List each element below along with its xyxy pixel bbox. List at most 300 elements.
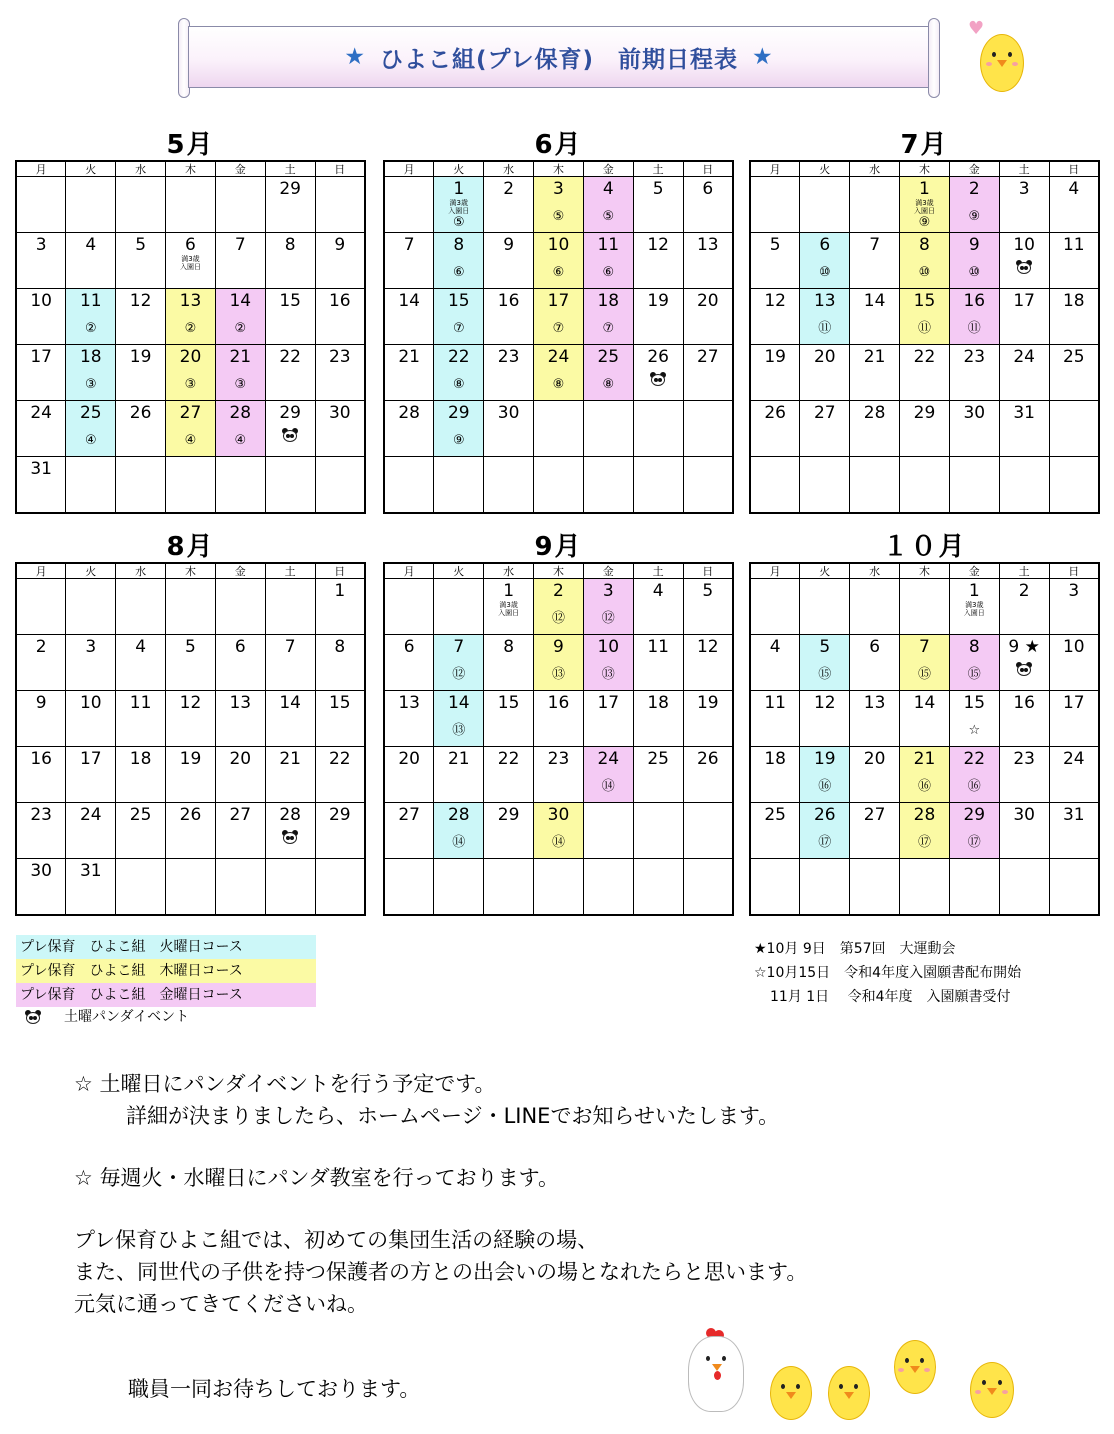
calendar-day xyxy=(949,177,999,233)
calendar-day xyxy=(215,859,265,916)
panda-icon xyxy=(281,829,299,845)
calendar-day xyxy=(999,859,1049,916)
chick-illustration xyxy=(968,1362,1018,1420)
day-number: 5 xyxy=(702,581,714,601)
calendar-day xyxy=(633,289,683,345)
calendar-day xyxy=(683,803,733,859)
calendar-week xyxy=(750,457,1099,514)
calendar-day xyxy=(999,691,1049,747)
calendar-day xyxy=(16,691,66,747)
weekday-header: 金 xyxy=(215,563,265,579)
day-number: 29 xyxy=(279,179,301,199)
day-number: 19 xyxy=(764,347,786,367)
session-number: ④ xyxy=(234,433,247,448)
calendar-day xyxy=(800,401,850,457)
day-number: 8 xyxy=(503,637,515,657)
day-number: 13 xyxy=(813,291,836,311)
day-number: 17 xyxy=(597,693,620,713)
calendar-day xyxy=(750,457,800,514)
calendar-october xyxy=(749,532,1100,916)
calendar-week xyxy=(384,635,733,691)
calendar-day xyxy=(484,233,534,289)
session-number: ⑩ xyxy=(918,265,931,280)
calendar-week xyxy=(384,345,733,401)
day-number: 6 xyxy=(869,637,881,657)
panda-icon xyxy=(281,427,299,443)
session-number: ⑧ xyxy=(602,377,615,392)
day-number: 1 xyxy=(453,179,465,199)
calendar-day xyxy=(800,457,850,514)
calendar-day xyxy=(384,345,434,401)
message-body xyxy=(74,1068,807,1320)
session-number: ⑪ xyxy=(818,321,832,336)
weekday-header: 月 xyxy=(16,563,66,579)
day-number: 23 xyxy=(963,347,986,367)
enrollment-day-note: 入園日 xyxy=(498,609,520,617)
heart-icon: ♥ xyxy=(968,18,985,39)
calendar-week xyxy=(384,859,733,916)
calendar-day xyxy=(633,177,683,233)
calendar-day xyxy=(384,289,434,345)
session-number: ⑮ xyxy=(967,667,981,682)
session-number: ⑥ xyxy=(602,265,615,280)
calendar-day xyxy=(949,691,999,747)
legend-panda-label: 土曜パンダイベント xyxy=(64,1009,190,1025)
day-number: 27 xyxy=(398,805,420,825)
session-number: ⑬ xyxy=(452,723,466,738)
note-sports-day: ★10月 9日 第57回 大運動会 xyxy=(754,941,956,957)
calendar-day xyxy=(116,691,166,747)
calendar-day xyxy=(1049,859,1099,916)
calendar-day xyxy=(384,579,434,635)
calendar-day xyxy=(16,177,66,233)
calendar-day xyxy=(215,635,265,691)
day-number: 2 xyxy=(1018,581,1030,601)
day-number: 17 xyxy=(30,347,52,367)
calendar-day xyxy=(166,859,216,916)
calendar-week xyxy=(384,747,733,803)
calendar-day xyxy=(16,345,66,401)
signature-line: 職員一同お待ちしております。 xyxy=(128,1377,421,1401)
day-number: 29 xyxy=(913,403,936,423)
calendar-day xyxy=(384,635,434,691)
calendar-day xyxy=(800,345,850,401)
month-title: 9月 xyxy=(534,532,583,562)
calendar-day xyxy=(315,233,365,289)
day-number: 19 xyxy=(179,749,202,769)
chick-illustration xyxy=(768,1366,814,1422)
day-number: 11 xyxy=(1062,235,1085,255)
calendar-day xyxy=(265,233,315,289)
day-number: 9 xyxy=(503,235,515,255)
calendar-day xyxy=(16,747,66,803)
calendar-day xyxy=(800,747,850,803)
calendar-day xyxy=(484,859,534,916)
weekday-header: 月 xyxy=(750,563,800,579)
calendar-day xyxy=(265,289,315,345)
day-number: 30 xyxy=(30,861,52,881)
calendar-june xyxy=(383,130,734,514)
day-number: 7 xyxy=(234,235,246,255)
calendar-day xyxy=(900,289,950,345)
day-number: 4 xyxy=(652,581,664,601)
calendar-day xyxy=(534,747,584,803)
day-number: 16 xyxy=(1013,693,1035,713)
day-number: 19 xyxy=(813,749,836,769)
day-number: 17 xyxy=(79,749,102,769)
calendar-day xyxy=(215,401,265,457)
session-number: ⑩ xyxy=(968,265,981,280)
calendar-day xyxy=(949,803,999,859)
weekday-header: 土 xyxy=(265,161,315,177)
calendar-week xyxy=(384,803,733,859)
calendar-august xyxy=(15,532,366,916)
day-number: 6 xyxy=(702,179,714,199)
calendar-day xyxy=(534,635,584,691)
calendar-day xyxy=(999,803,1049,859)
calendar-day xyxy=(683,401,733,457)
weekday-header: 火 xyxy=(800,563,850,579)
session-number: ⑰ xyxy=(818,835,832,850)
calendar-day xyxy=(265,177,315,233)
calendar-day xyxy=(215,691,265,747)
day-number: 13 xyxy=(696,235,719,255)
weekday-header: 日 xyxy=(683,161,733,177)
hen-illustration xyxy=(684,1328,748,1418)
calendar-day xyxy=(166,289,216,345)
session-number: ⑭ xyxy=(601,779,615,794)
calendar-day xyxy=(583,345,633,401)
calendar-day xyxy=(16,803,66,859)
session-number: ⑪ xyxy=(967,321,981,336)
calendar-week xyxy=(384,457,733,514)
day-number: 24 xyxy=(597,749,620,769)
calendar-day xyxy=(1049,579,1099,635)
calendar-day xyxy=(750,177,800,233)
weekday-header: 土 xyxy=(999,563,1049,579)
calendar-day xyxy=(999,345,1049,401)
calendar-week xyxy=(16,289,365,345)
calendar-day xyxy=(265,457,315,514)
calendar-july xyxy=(749,130,1100,514)
session-number: ⑫ xyxy=(551,611,565,626)
calendar-day xyxy=(850,345,900,401)
calendar-day xyxy=(315,345,365,401)
star-icon: ★ xyxy=(752,44,774,70)
calendar-day xyxy=(850,579,900,635)
legend-friday-course: プレ保育 ひよこ組 金曜日コース xyxy=(16,983,316,1007)
calendar-day xyxy=(999,289,1049,345)
calendar-may xyxy=(15,130,366,514)
day-number: 27 xyxy=(813,403,836,423)
calendar-day xyxy=(166,803,216,859)
calendar-day xyxy=(949,579,999,635)
day-number: 2 xyxy=(968,179,980,199)
day-number: 20 xyxy=(863,749,886,769)
day-number: 25 xyxy=(1062,347,1085,367)
calendar-day xyxy=(434,177,484,233)
panda-icon xyxy=(1015,259,1033,275)
day-number: 18 xyxy=(764,749,786,769)
calendar-week xyxy=(16,859,365,916)
calendar-day xyxy=(1049,289,1099,345)
weekday-header: 金 xyxy=(949,563,999,579)
session-number: ☆ xyxy=(968,723,981,738)
weekday-header: 火 xyxy=(434,563,484,579)
calendar-day xyxy=(850,401,900,457)
calendar-day xyxy=(66,691,116,747)
session-number: ⑬ xyxy=(551,667,565,682)
calendar-week xyxy=(750,691,1099,747)
calendar-day xyxy=(1049,457,1099,514)
calendar-day xyxy=(900,859,950,916)
day-number: 23 xyxy=(328,347,351,367)
calendar-day xyxy=(384,457,434,514)
calendar-day xyxy=(750,289,800,345)
calendar-day xyxy=(633,345,683,401)
day-number: 30 xyxy=(547,805,570,825)
day-number: 22 xyxy=(328,749,351,769)
day-number: 5 xyxy=(819,637,831,657)
weekday-header: 日 xyxy=(315,161,365,177)
calendar-day xyxy=(633,233,683,289)
day-number: 19 xyxy=(647,291,669,311)
calendar-day xyxy=(850,635,900,691)
message-line: プレ保育ひよこ組では、初めての集団生活の経験の場、 xyxy=(74,1228,599,1252)
day-number: 28 xyxy=(279,805,301,825)
day-number: 28 xyxy=(229,403,252,423)
calendar-week xyxy=(384,579,733,635)
calendar-day xyxy=(683,579,733,635)
calendar-day xyxy=(315,579,365,635)
calendar-day xyxy=(850,177,900,233)
day-number: 24 xyxy=(79,805,102,825)
calendar-week xyxy=(750,747,1099,803)
session-number: ⑤ xyxy=(552,209,565,224)
day-number: 22 xyxy=(447,347,470,367)
day-number: 18 xyxy=(79,347,102,367)
calendar-day xyxy=(1049,803,1099,859)
day-number: 10 xyxy=(79,693,102,713)
session-number: ⑮ xyxy=(917,667,931,682)
calendar-day xyxy=(215,233,265,289)
panda-icon xyxy=(24,1009,42,1025)
calendar-day xyxy=(484,289,534,345)
session-number: ④ xyxy=(84,433,97,448)
day-number: 8 xyxy=(453,235,465,255)
calendar-day xyxy=(534,233,584,289)
calendar-day xyxy=(16,635,66,691)
calendar-day xyxy=(166,345,216,401)
chick-illustration xyxy=(892,1340,938,1396)
enrollment-day-note: 入園日 xyxy=(448,207,470,215)
day-number: 31 xyxy=(79,861,102,881)
day-number: 12 xyxy=(813,693,836,713)
day-number: 7 xyxy=(403,235,415,255)
day-number: 8 xyxy=(968,637,980,657)
calendar-day xyxy=(66,803,116,859)
calendar-day xyxy=(434,747,484,803)
weekday-header: 水 xyxy=(850,161,900,177)
day-number: 27 xyxy=(229,805,252,825)
day-number: 31 xyxy=(30,459,52,479)
message-line: ☆ 毎週火・水曜日にパンダ教室を行っております。 xyxy=(74,1166,559,1190)
day-number: 15 xyxy=(279,291,301,311)
title-banner xyxy=(178,18,940,98)
calendar-table xyxy=(749,160,1100,514)
session-number: ⑦ xyxy=(602,321,615,336)
day-number: 23 xyxy=(547,749,570,769)
calendar-day xyxy=(949,635,999,691)
session-number: ② xyxy=(234,321,247,336)
day-number: 25 xyxy=(129,805,152,825)
calendar-day xyxy=(900,457,950,514)
day-number: 11 xyxy=(129,693,152,713)
calendar-day xyxy=(683,289,733,345)
day-number: 8 xyxy=(284,235,296,255)
calendar-week xyxy=(16,233,365,289)
calendar-table xyxy=(383,160,734,514)
page-title: ひよこ組(プレ保育) 前期日程表 xyxy=(379,46,739,73)
day-number: 22 xyxy=(913,347,936,367)
weekday-header: 日 xyxy=(683,563,733,579)
calendar-day xyxy=(583,233,633,289)
day-number: 15 xyxy=(963,693,986,713)
day-number: 13 xyxy=(229,693,252,713)
calendar-week xyxy=(16,691,365,747)
day-number: 8 xyxy=(334,637,346,657)
day-number: 4 xyxy=(769,637,781,657)
weekday-header: 月 xyxy=(16,161,66,177)
calendar-day xyxy=(66,747,116,803)
calendar-table xyxy=(383,562,734,916)
calendar-day xyxy=(1049,233,1099,289)
calendar-day xyxy=(384,233,434,289)
calendar-day xyxy=(999,177,1049,233)
calendar-day xyxy=(900,635,950,691)
day-number: 31 xyxy=(1013,403,1035,423)
calendar-day xyxy=(215,177,265,233)
calendar-day xyxy=(850,859,900,916)
day-number: 3 xyxy=(85,637,97,657)
day-number: 6 xyxy=(234,637,246,657)
day-number: 15 xyxy=(447,291,470,311)
calendar-day xyxy=(66,635,116,691)
calendar-day xyxy=(16,233,66,289)
day-number: 16 xyxy=(30,749,52,769)
chick-illustration xyxy=(978,34,1028,94)
message-line: 詳細が決まりましたら、ホームページ・LINEでお知らせいたします。 xyxy=(126,1104,780,1128)
day-number: 4 xyxy=(1068,179,1080,199)
day-number: 10 xyxy=(30,291,52,311)
calendar-day xyxy=(949,401,999,457)
calendar-day xyxy=(949,457,999,514)
calendar-day xyxy=(534,177,584,233)
calendar-day xyxy=(434,803,484,859)
day-number: 21 xyxy=(863,347,886,367)
calendar-week xyxy=(750,289,1099,345)
calendar-day xyxy=(215,803,265,859)
calendar-day xyxy=(900,345,950,401)
weekday-header: 水 xyxy=(116,161,166,177)
calendar-day xyxy=(166,457,216,514)
day-number: 17 xyxy=(1013,291,1035,311)
calendar-day xyxy=(534,803,584,859)
calendar-day xyxy=(16,401,66,457)
day-number: 16 xyxy=(547,693,570,713)
calendar-day xyxy=(116,345,166,401)
day-number: 21 xyxy=(447,749,470,769)
calendar-day xyxy=(484,177,534,233)
day-number: 13 xyxy=(863,693,886,713)
session-number: ⑫ xyxy=(452,667,466,682)
scroll-roll-right xyxy=(928,18,940,98)
session-number: ⑰ xyxy=(967,835,981,850)
calendar-day xyxy=(949,345,999,401)
calendar-day xyxy=(750,635,800,691)
day-number: 5 xyxy=(769,235,781,255)
day-number: 6 xyxy=(185,235,196,255)
calendar-day xyxy=(949,289,999,345)
calendar-day xyxy=(1049,401,1099,457)
calendar-day xyxy=(315,859,365,916)
day-number: 18 xyxy=(597,291,620,311)
calendar-day xyxy=(583,177,633,233)
day-number: 18 xyxy=(647,693,669,713)
weekday-header: 土 xyxy=(633,563,683,579)
calendar-day xyxy=(800,579,850,635)
day-number: 16 xyxy=(328,291,351,311)
calendar-day xyxy=(116,859,166,916)
calendar-day xyxy=(66,457,116,514)
note-application-distribution: ☆10月15日 令和4年度入園願書配布開始 xyxy=(754,965,1022,981)
month-title: 6月 xyxy=(534,130,583,160)
calendar-day xyxy=(633,691,683,747)
calendar-week xyxy=(16,177,365,233)
calendar-day xyxy=(534,345,584,401)
calendar-day xyxy=(434,579,484,635)
calendar-day xyxy=(750,691,800,747)
calendar-table xyxy=(15,562,366,916)
day-number: 30 xyxy=(963,403,986,423)
calendar-day xyxy=(850,289,900,345)
weekday-header: 木 xyxy=(166,563,216,579)
weekday-header: 金 xyxy=(583,563,633,579)
day-number: 5 xyxy=(135,235,147,255)
calendar-day xyxy=(949,747,999,803)
day-number: 14 xyxy=(229,291,252,311)
day-number: 26 xyxy=(179,805,202,825)
enrollment-day-note: 満3歳 xyxy=(181,255,200,263)
calendar-day xyxy=(215,457,265,514)
month-title: 7月 xyxy=(900,130,949,160)
day-number: 8 xyxy=(919,235,930,255)
day-number: 23 xyxy=(30,805,52,825)
weekday-header: 木 xyxy=(900,161,950,177)
weekday-header: 木 xyxy=(534,563,584,579)
day-number: 10 xyxy=(597,637,620,657)
calendar-day xyxy=(116,747,166,803)
calendar-day xyxy=(534,579,584,635)
day-number: 24 xyxy=(547,347,570,367)
calendar-week xyxy=(750,803,1099,859)
day-number: 9 ★ xyxy=(1008,637,1040,657)
session-number: ⑨ xyxy=(918,215,931,230)
calendar-day xyxy=(384,803,434,859)
chick-illustration xyxy=(826,1366,872,1422)
calendar-day xyxy=(900,233,950,289)
day-number: 26 xyxy=(696,749,719,769)
